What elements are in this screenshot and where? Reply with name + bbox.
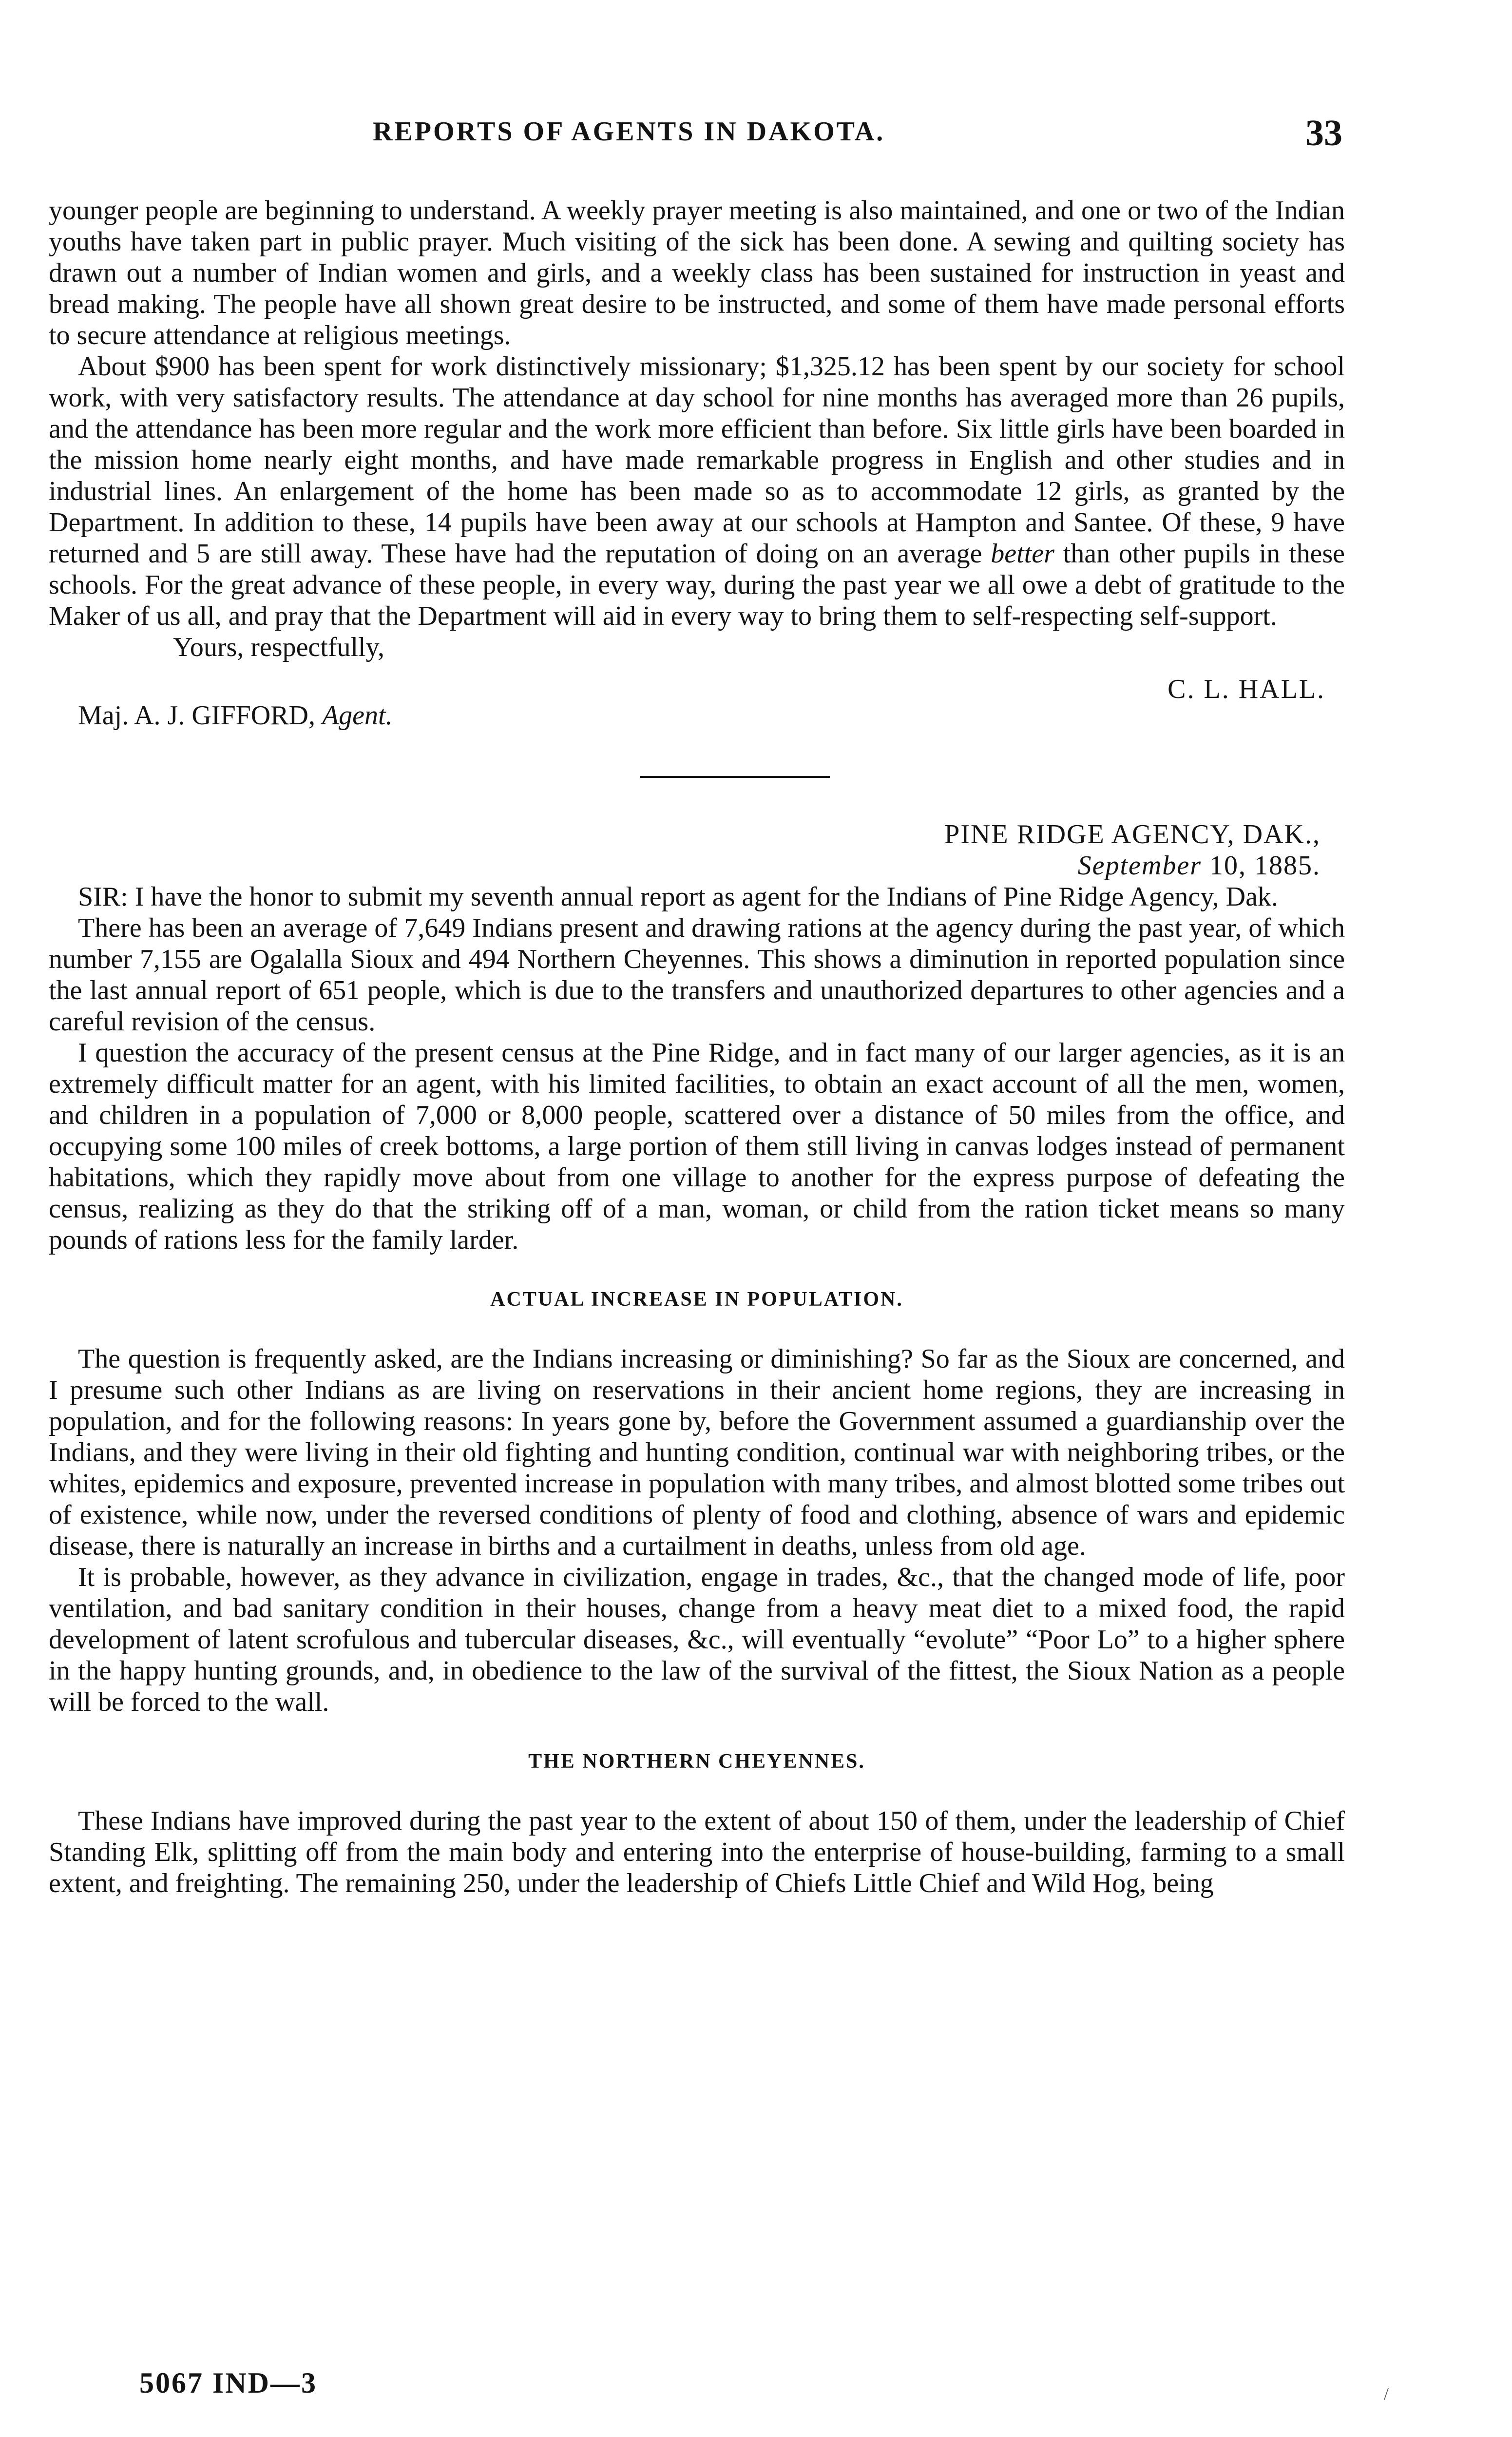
addressee-title: Agent.	[322, 700, 393, 731]
section-heading-cheyennes: THE NORTHERN CHEYENNES.	[528, 1750, 865, 1773]
letter1-addressee	[78, 700, 1345, 731]
section-divider	[640, 776, 830, 778]
dateline-date	[49, 850, 1321, 881]
dateline-place: PINE RIDGE AGENCY, DAK.,	[944, 819, 1321, 850]
letter2-paragraph-4: The question is frequently asked, are the Indians increasing or diminishing? So far as the Sioux are concerned, and I presume such other Indians as are living on reservations in their ancient home regions, they are increasing in population, and for the following reasons: In years gone by, before the Government assumed a guardianship over the Indians, and they were living in their old fighting and hunting condition, continual war with neighboring tribes, or the whites, epidemics and exposure, prevented increase in population with many tribes, and almost blotted some tribes out of existence, while now, under the reversed conditions of plenty of food and clothing, absence of wars and epidemic disease, there is naturally an increase in births and a curtailment in deaths, unless from old age.	[49, 1344, 1345, 1561]
dateline-day: 10, 1885.	[1202, 851, 1321, 881]
letter1-paragraph-2-part1: About $900 has been spent for work distinctively missionary; $1,325.12 has been spent by our society for school work, with very satisfactory results. The attendance at day school for nine months has averaged more than 26 pupils, and the attendance has been more regular and the work more efficient than before. Six little girls have been boarded in the mission home nearly eight months, and have made remarkable progress in English and other studies and in industrial lines. An enlargement of the home has been made so as to accommodate 12 girls, as granted by the Department. In addition to these, 14 pupils have been away at our schools at Hampton and Santee. Of these, 9 have returned and 5 are still away. These have had the reputation of doing on an average	[49, 351, 1345, 569]
emphasis-better: better	[991, 539, 1054, 569]
letter1-closing: Yours, respectfully,	[173, 632, 384, 662]
letter1-paragraph-2	[49, 351, 1345, 632]
page-body	[49, 195, 1345, 1899]
signature-mark: 5067 IND—3	[139, 2367, 318, 2399]
running-header	[51, 113, 1342, 160]
letter2-dateline	[49, 819, 1321, 881]
letter2-paragraph-5: It is probable, however, as they advance in civilization, engage in trades, &c., that the changed mode of life, poor ventilation, and bad sanitary condition in their houses, change from a heavy meat diet to a mixed food, the rapid development of latent scrofulous and tubercular diseases, &c., will eventually “evolute” “Poor Lo” to a higher sphere in the happy hunting grounds, and, in obedience to the law of the survival of the fittest, the Sioux Nation as a people will be forced to the wall.	[49, 1562, 1345, 1717]
letter1-paragraph-1: younger people are beginning to understand. A weekly prayer meeting is also maintained, and one or two of the Indian youths have taken part in public prayer. Much visiting of the sick has been done. A sewing and quilting society has drawn out a number of Indian women and girls, and a weekly class has been sustained for instruction in yeast and bread making. The people have all shown great desire to be instructed, and some of them have made personal efforts to secure attendance at religious meetings.	[49, 195, 1345, 350]
addressee-name: Maj. A. J. GIFFORD,	[78, 700, 315, 731]
section-heading-population: ACTUAL INCREASE IN POPULATION.	[490, 1288, 903, 1311]
dateline-month: September	[1077, 851, 1202, 881]
letter1-paragraph-2-part2: than other pupils in these schools. For the great advance of these people, in every way, during the past year we all owe a debt of gratitude to the Maker of us all, and pray that the Department will aid in every way to bring them to self-respecting self-support.	[49, 539, 1345, 631]
margin-mark: /	[1384, 2384, 1389, 2403]
letter2-paragraph-6: These Indians have improved during the past year to the extent of about 150 of them, under the leadership of Chief Standing Elk, splitting off from the main body and entering into the enterprise of house-building, farming to a small extent, and freighting. The remaining 250, under the leadership of Chiefs Little Chief and Wild Hog, being	[49, 1806, 1345, 1898]
letter1-signature: C. L. HALL.	[1167, 674, 1325, 704]
letter2-paragraph-3: I question the accuracy of the present census at the Pine Ridge, and in fact many of our larger agencies, as it is an extremely difficult matter for an agent, with his limited facilities, to obtain an exact account of all the men, women, and children in a population of 7,000 or 8,000 people, scattered over a distance of 50 miles from the office, and occupying some 100 miles of creek bottoms, a large portion of them still living in canvas lodges instead of permanent habitations, which they rapidly move about from one village to another for the express purpose of defeating the census, realizing as they do that the striking off of a man, woman, or child from the ration ticket means so many pounds of rations less for the family larder.	[49, 1038, 1345, 1255]
letter2-paragraph-2: There has been an average of 7,649 Indians present and drawing rations at the agency during the past year, of which number 7,155 are Ogalalla Sioux and 494 Northern Cheyennes. This shows a diminution in reported population since the last annual report of 651 people, which is due to the transfers and unauthorized departures to other agencies and a careful revision of the census.	[49, 913, 1345, 1037]
page-number: 33	[1305, 113, 1342, 154]
letter2-paragraph-1: SIR: I have the honor to submit my seventh annual report as agent for the Indians of Pine Ridge Agency, Dak.	[78, 882, 1278, 912]
running-title: REPORTS OF AGENTS IN DAKOTA.	[373, 116, 885, 147]
